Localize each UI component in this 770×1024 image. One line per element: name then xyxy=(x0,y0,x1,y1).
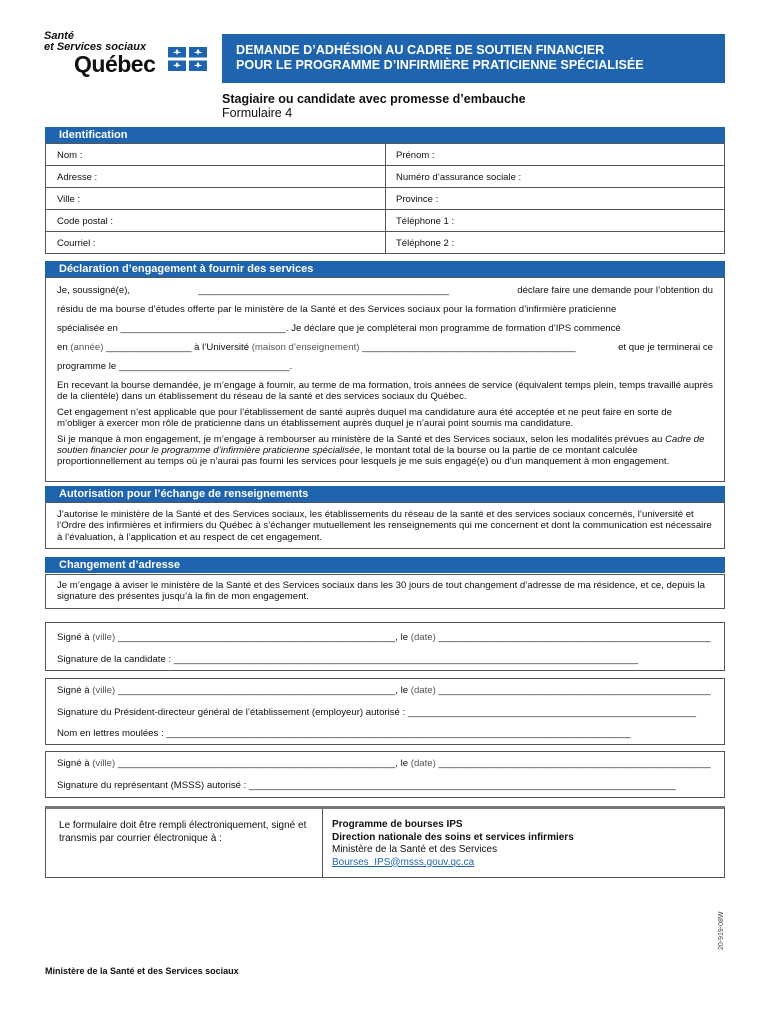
decl-text: déclare faire une demande pour l’obtention du xyxy=(517,285,713,296)
sig-text: Signature de la candidate : xyxy=(57,654,172,665)
msss-signature-line xyxy=(57,780,676,791)
name-blank[interactable]: _______________________________________________ xyxy=(198,285,450,296)
declaration-line4 xyxy=(57,338,713,357)
form-subtitle: Stagiaire ou candidate avec promesse d’embauche xyxy=(222,92,526,106)
ministry-name: Ministère de la Santé et des Services xyxy=(332,844,498,855)
sig-text: , le xyxy=(395,758,409,769)
year-blank[interactable]: ________________ xyxy=(106,342,192,353)
submission-instructions: Le formulaire doit être rempli électroniquement, signé et transmis par courrier électronique à : xyxy=(59,820,307,844)
sig-text: , le xyxy=(395,632,409,643)
quebec-flag-icon xyxy=(168,47,207,71)
nom-field[interactable]: Nom : xyxy=(57,150,83,161)
declaration-heading: Déclaration d’engagement à fournir des services xyxy=(45,261,725,277)
form-number: Formulaire 4 xyxy=(222,106,293,120)
president-signature-line xyxy=(57,707,696,718)
city-blank[interactable]: ____________________________________________________ xyxy=(117,685,396,696)
date-blank[interactable]: ___________________________________________________ xyxy=(438,685,711,696)
telephone2-field[interactable]: Téléphone 2 : xyxy=(396,238,455,249)
date-hint: (date) xyxy=(410,685,436,696)
declaration-line2: résidu de ma bourse d’études offerte par le ministère de la Santé et des Services sociaux pour la formation d’infirmière praticienne xyxy=(57,304,617,315)
sig-text: Signé à xyxy=(57,685,90,696)
form-title-line2: POUR LE PROGRAMME D’INFIRMIÈRE PRATICIENNE SPÉCIALISÉE xyxy=(236,58,644,72)
decl-text: programme le xyxy=(57,361,117,372)
declaration-line1 xyxy=(57,281,713,300)
authorization-text: J’autorise le ministère de la Santé et des Services sociaux, les établissements du réseau de la santé et des services sociaux concernés, l’université et l’Ordre des infirmières et infirmiers du Québec à s’échanger mutuellement les renseignements qui me concernent et dont la communication est nécessaire à l’évaluation, à l’application et au respect de cet engagement. xyxy=(57,509,712,543)
authorization-heading: Autorisation pour l’échange de renseignements xyxy=(45,486,725,502)
id-row xyxy=(46,166,724,188)
signed-line xyxy=(57,632,711,643)
form-title-line1: DEMANDE D’ADHÉSION AU CADRE DE SOUTIEN FINANCIER xyxy=(236,43,605,57)
declaration-line5 xyxy=(57,357,713,376)
city-blank[interactable]: ____________________________________________________ xyxy=(117,758,396,769)
declaration-para1: En recevant la bourse demandée, je m’engage à fournir, au terme de ma formation, trois années de service (équivalent temps plein, temps travaillé auprès de la clientèle) dans un établissement du réseau de la santé et des services sociaux du Québec. xyxy=(57,380,713,403)
authorization-box xyxy=(45,502,725,549)
candidate-signature-box xyxy=(45,622,725,671)
decl-text: spécialisée en xyxy=(57,323,118,334)
decl-text: et que je terminerai ce xyxy=(618,342,713,353)
sig-text: Signature du Président-directeur général de l’établissement (employeur) autorisé : xyxy=(57,707,406,718)
submission-info-box xyxy=(45,806,725,878)
form-title-banner xyxy=(222,34,725,83)
id-row xyxy=(46,188,724,210)
program-end-blank[interactable]: ________________________________ xyxy=(118,361,290,372)
city-hint: (ville) xyxy=(92,758,116,769)
year-hint: (année) xyxy=(70,342,104,353)
logo-line2: et Services sociaux xyxy=(44,41,147,53)
city-hint: (ville) xyxy=(92,685,116,696)
signed-line xyxy=(57,758,711,769)
president-signature-blank[interactable]: ______________________________________________________ xyxy=(407,707,697,718)
province-field[interactable]: Province : xyxy=(396,194,439,205)
msss-signature-blank[interactable]: ________________________________________________________________________________ xyxy=(248,780,676,791)
msss-signature-box xyxy=(45,751,725,798)
form-code: 20-919-08W xyxy=(718,911,725,950)
declaration-para2: Cet engagement n’est applicable que pour l’établissement de santé auprès duquel ma candidature aura été acceptée et ne peut faire en sorte de m’obliger à exercer mon rôle de praticienne dans un établissement auprès duquel je n’aurai point soumis ma candidature. xyxy=(57,406,672,430)
cadre-title: Cadre de soutien financier pour le programme d’infirmière praticienne spécialisée xyxy=(57,433,705,457)
id-row xyxy=(46,144,724,166)
printed-name-blank[interactable]: _______________________________________________________________________________________ xyxy=(166,728,631,739)
employer-signature-box xyxy=(45,678,725,745)
date-blank[interactable]: ___________________________________________________ xyxy=(438,632,711,643)
signed-line xyxy=(57,685,711,696)
date-hint: (date) xyxy=(410,758,436,769)
university-hint: (maison d’enseignement) xyxy=(251,342,360,353)
decl-text: Si je manque à mon engagement, je m’engage à rembourser au ministère de la Santé et des Services sociaux, selon les modalités prévues au xyxy=(57,433,663,445)
candidate-signature-line xyxy=(57,654,638,665)
identification-grid xyxy=(45,143,725,254)
id-row xyxy=(46,232,724,254)
decl-text: . Je déclare que je compléterai mon programme de formation d’IPS commencé xyxy=(285,323,621,334)
declaration-box xyxy=(45,277,725,482)
identification-heading: Identification xyxy=(45,127,725,143)
direction-name: Direction nationale des soins et services infirmiers xyxy=(332,831,574,843)
submission-contact xyxy=(332,819,574,869)
email-link[interactable]: Bourses_IPS@msss.gouv.qc.ca xyxy=(332,856,475,868)
university-blank[interactable]: ________________________________________ xyxy=(362,342,576,353)
date-blank[interactable]: ___________________________________________________ xyxy=(438,758,711,769)
address-change-heading: Changement d’adresse xyxy=(45,557,725,573)
declaration-line3 xyxy=(57,319,713,338)
logo-line3: Québec xyxy=(74,51,156,77)
program-name: Programme de bourses IPS xyxy=(332,819,463,830)
adresse-field[interactable]: Adresse : xyxy=(57,172,98,183)
quebec-logo xyxy=(44,31,214,79)
telephone1-field[interactable]: Téléphone 1 : xyxy=(396,216,455,227)
date-hint: (date) xyxy=(410,632,436,643)
declaration-para3 xyxy=(57,434,713,468)
sig-text: Signé à xyxy=(57,632,90,643)
logo-line1: Santé xyxy=(44,30,74,42)
code-postal-field[interactable]: Code postal : xyxy=(57,216,113,227)
ville-field[interactable]: Ville : xyxy=(57,194,81,205)
sig-text: , le xyxy=(395,685,409,696)
sig-text: Signature du représentant (MSSS) autorisé : xyxy=(57,780,247,791)
id-row xyxy=(46,210,724,232)
sig-text: Nom en lettres moulées : xyxy=(57,728,164,739)
decl-text: Je, soussigné(e), xyxy=(57,285,131,296)
specialty-blank[interactable]: _______________________________ xyxy=(120,323,286,334)
decl-text: , le montant total de la bourse ou la partie de ce montant calculée proportionnellement au temps où je n’aurai pas fourni les services pour lesquels je me suis engagé(e) ou d’un manquement à mon engagement. xyxy=(57,445,670,468)
decl-text: en xyxy=(57,342,68,353)
ministry-footer: Ministère de la Santé et des Services sociaux xyxy=(45,966,239,976)
prenom-field[interactable]: Prénom : xyxy=(396,150,435,161)
address-change-text: Je m’engage à aviser le ministère de la Santé et des Services sociaux dans les 30 jours de tout changement d’adresse de ma résidence, et ce, depuis la signature des présentes jusqu’à la fin de mon engagement. xyxy=(57,580,705,603)
sig-text: Signé à xyxy=(57,758,90,769)
candidate-signature-blank[interactable]: _______________________________________________________________________________________ xyxy=(173,654,639,665)
city-blank[interactable]: ____________________________________________________ xyxy=(117,632,396,643)
decl-text: . xyxy=(289,361,293,372)
city-hint: (ville) xyxy=(92,632,116,643)
courriel-field[interactable]: Courriel : xyxy=(57,238,96,249)
printed-name-line xyxy=(57,728,631,739)
nas-field[interactable]: Numéro d’assurance sociale : xyxy=(396,172,522,183)
address-change-box xyxy=(45,574,725,609)
decl-text: à l’Université xyxy=(194,342,250,353)
